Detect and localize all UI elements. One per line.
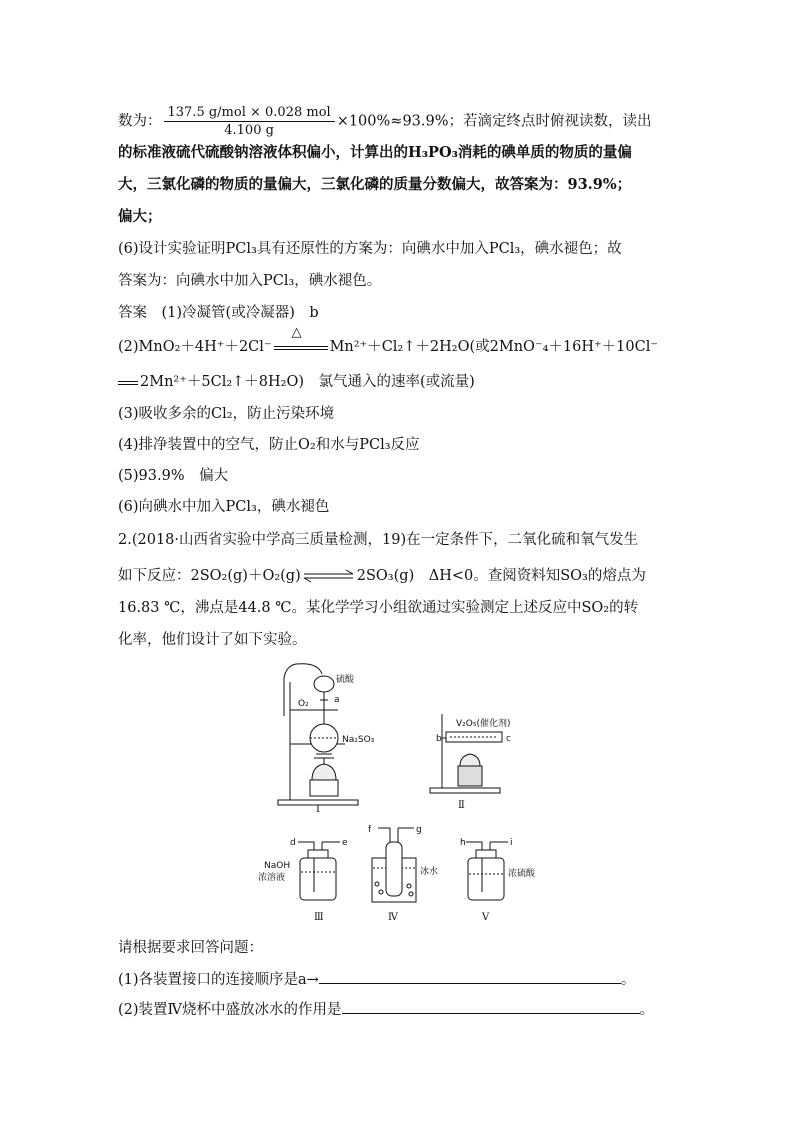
- equation-line-1: [118, 325, 678, 357]
- question-sub-2: [118, 999, 678, 1020]
- label-port-f: f: [368, 825, 372, 835]
- line1-suffix: ×100%≈93.9%；若滴定终点时俯视读数，读出: [336, 113, 652, 130]
- text-line-5: (6)设计实验证明PCl₃具有还原性的方案为：向碘水中加入PCl₃，碘水褪色；故: [118, 241, 622, 257]
- answer-heading: 答案 (1)冷凝管(或冷凝器) b: [118, 305, 319, 321]
- apparatus-3: [298, 842, 340, 900]
- reaction-right: 2SO₃(g) ΔH<0。查阅资料知SO₃的熔点为: [356, 568, 646, 584]
- label-port-b: b: [436, 734, 442, 744]
- fraction: [164, 104, 335, 139]
- label-port-g: g: [416, 825, 422, 835]
- label-apparatus-4: Ⅳ: [388, 912, 398, 923]
- question-sub-1-end: 。: [620, 972, 636, 988]
- equals-sign: [118, 372, 140, 392]
- question-sub-1-text: (1)各装置接口的连接顺序是a→: [118, 972, 319, 988]
- label-port-d: d: [290, 838, 296, 848]
- answer-6: (6)向碘水中加入PCl₃，碘水褪色: [118, 499, 330, 515]
- question-2-line-3: 16.83 ℃，沸点是44.8 ℃。某化学学习小组欲通过实验测定上述反应中SO₂的转: [118, 600, 639, 616]
- label-catalyst: V₂O₅(催化剂): [456, 719, 511, 729]
- line1-prefix: 数为：: [118, 113, 162, 130]
- fraction-denominator: 4.100 g: [224, 123, 274, 138]
- apparatus-4: [372, 828, 416, 902]
- label-oxygen: O₂: [298, 699, 309, 709]
- heating-condition-arrow: [272, 325, 330, 357]
- equation-continuation: 2Mn²⁺＋5Cl₂↑＋8H₂O) 氯气通入的速率(或流量): [140, 374, 475, 390]
- text-line-6: 答案为：向碘水中加入PCl₃，碘水褪色。: [118, 273, 382, 289]
- label-port-c: c: [506, 734, 511, 744]
- question-sub-2-text: (2)装置Ⅳ烧杯中盛放冰水的作用是: [118, 1002, 342, 1018]
- question-sub-2-end: 。: [639, 1002, 655, 1018]
- label-apparatus-1: Ⅰ: [316, 804, 320, 815]
- heating-symbol: △: [291, 325, 302, 340]
- answer-blank-1[interactable]: [319, 969, 621, 984]
- question-2-line-1: 2.(2018·山西省实验中学高三质量检测，19)在一定条件下，二氧化硫和氧气发生: [118, 532, 639, 548]
- label-port-a: a: [334, 695, 340, 705]
- label-apparatus-3: Ⅲ: [314, 912, 324, 923]
- label-naoh: NaOH: [264, 861, 291, 871]
- label-port-e: e: [342, 838, 348, 848]
- prompt-line: 请根据要求回答问题：: [118, 940, 263, 956]
- text-line-4: 偏大；: [118, 208, 162, 225]
- label-apparatus-5: Ⅴ: [482, 912, 490, 923]
- label-ice-water: 冰水: [420, 867, 439, 877]
- label-port-i: i: [510, 838, 513, 848]
- question-sub-1: [118, 969, 678, 990]
- label-naoh-solution: 浓溶液: [258, 873, 286, 883]
- reaction-left: 如下反应：2SO₂(g)＋O₂(g): [118, 568, 301, 584]
- label-port-h: h: [460, 838, 466, 848]
- text-line-3: 大，三氯化磷的物质的量偏大，三氯化磷的质量分数偏大，故答案为：93.9%；: [118, 176, 632, 193]
- equation-line-2: [118, 372, 678, 392]
- answer-blank-2[interactable]: [342, 999, 640, 1014]
- fraction-numerator: 137.5 g/mol × 0.028 mol: [164, 104, 335, 122]
- label-concentrated-sulfuric-acid: 浓硫酸: [508, 869, 536, 879]
- reversible-arrow: [301, 566, 357, 586]
- apparatus-figure: [250, 662, 550, 930]
- label-sulfuric-acid: 硫酸: [336, 675, 355, 685]
- answer-3: (3)吸收多余的Cl₂，防止污染环境: [118, 406, 335, 422]
- equation-right: Mn²⁺＋Cl₂↑＋2H₂O(或2MnO⁻₄＋16H⁺＋10Cl⁻: [329, 339, 658, 355]
- apparatus-5: [466, 842, 508, 900]
- label-apparatus-2: Ⅱ: [458, 800, 465, 811]
- label-sodium-sulfite: Na₂SO₃: [342, 735, 375, 745]
- answer-5: (5)93.9% 偏大: [118, 468, 229, 484]
- text-line-2: 的标准液硫代硫酸钠溶液体积偏小，计算出的H₃PO₃消耗的碘单质的物质的量偏: [118, 144, 632, 161]
- question-2-line-2: [118, 566, 678, 586]
- text-line-1: [118, 104, 678, 138]
- answer-4: (4)排净装置中的空气，防止O₂和水与PCl₃反应: [118, 437, 420, 453]
- equation-left: (2)MnO₂＋4H⁺＋2Cl⁻: [118, 339, 272, 355]
- question-2-line-4: 化率，他们设计了如下实验。: [118, 632, 307, 648]
